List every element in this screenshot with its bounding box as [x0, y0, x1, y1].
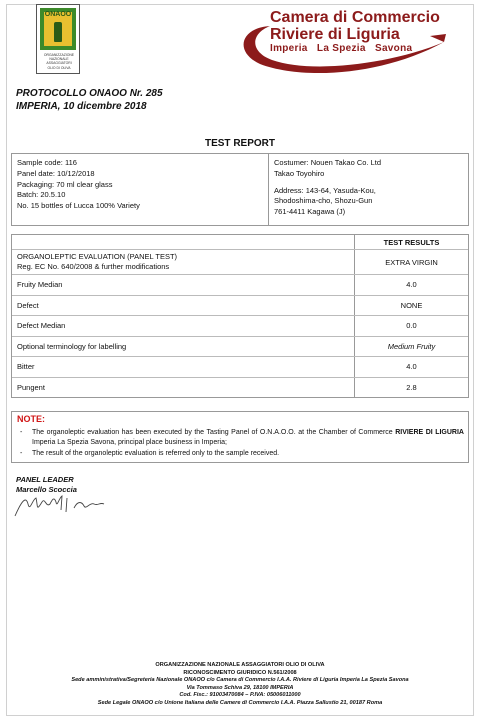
row-value: NONE	[400, 300, 423, 310]
evaluation-label: ORGANOLEPTIC EVALUATION (PANEL TEST)	[17, 252, 178, 261]
classification-value: EXTRA VIRGIN	[385, 257, 438, 267]
row-label: Defect Median	[12, 316, 355, 336]
row-value: 4.0	[406, 362, 417, 372]
footer	[0, 662, 480, 708]
customer-details: Costumer: Nouen Takao Co. Ltd Takao Toyohiro Address: 143-64, Yasuda-Kou, Shodoshima-cho, Shozu-Gun 761-4411 Kagawa (J)	[274, 158, 382, 217]
onaoo-emblem	[40, 8, 76, 50]
chamber-name: Camera di Commercio Riviere di Liguria	[270, 9, 440, 43]
onaoo-logo-caption: ORGANIZZAZIONE NAZIONALE ASSAGGIATORI OLIO DI OLIVA	[43, 53, 75, 70]
row-value: 0.0	[406, 321, 417, 331]
address-line: 761-4411 Kagawa (J)	[274, 207, 346, 217]
protocol-block	[16, 87, 163, 113]
footer-legal-seat: Sede Legale ONAOO c/o Unione Italiana delle Camere di Commercio I.A.A. Piazza Sallustio 21, 00187 Roma	[97, 699, 383, 706]
address-line: 143-64, Yasuda-Kou,	[305, 185, 376, 195]
test-results-table	[11, 234, 469, 398]
row-label: Pungent	[12, 378, 355, 398]
table-row	[12, 357, 468, 378]
batch: 20.5.10	[40, 190, 66, 200]
chamber-cities: Imperia La Spezia Savona	[270, 43, 413, 54]
protocol-place-date: IMPERIA, 10 dicembre 2018	[16, 101, 147, 112]
customer-contact: Takao Toyohiro	[274, 168, 325, 178]
row-value: Medium Fruity	[387, 341, 436, 351]
test-results-header: TEST RESULTS	[383, 237, 440, 247]
panel-leader-title: PANEL LEADER	[16, 475, 74, 484]
footer-recognition: RICONOSCIMENTO GIURIDICO N.561/2008	[183, 669, 297, 676]
footer-address: Sede amministrativa/Segreteria Nazionale ONAOO c/o Camera di Commercio I.A.A. Riviere di Liguria Imperia La Spezia Savona	[71, 677, 409, 684]
note-box	[11, 411, 469, 463]
customer-name: Nouen Takao Co. Ltd	[310, 158, 382, 167]
note-title: NOTE:	[17, 414, 45, 424]
protocol-number: PROTOCOLLO ONAOO Nr. 285	[16, 88, 163, 99]
address-line: Shodoshima-cho, Shozu-Gun	[274, 196, 373, 206]
signature	[12, 490, 107, 520]
regulation-label: Reg. EC No. 640/2008 & further modifications	[17, 262, 170, 271]
footer-street: Via Tommaso Schiva 29, 18100 IMPERIA	[186, 684, 294, 691]
table-row	[12, 296, 468, 317]
table-row	[12, 337, 468, 358]
panel-leader-name: Marcello Scoccia	[16, 485, 77, 494]
row-value: 2.8	[406, 382, 417, 392]
packaging: 70 ml clear glass	[56, 179, 113, 189]
table-header-row	[12, 235, 468, 250]
footer-tax-codes: Cod. Fisc.: 91003470084 – P.IVA: 05006011000	[179, 692, 301, 699]
footer-org-name: ORGANIZZAZIONE NAZIONALE ASSAGGIATORI OLIO DI OLIVA	[155, 662, 325, 668]
row-label: Defect	[12, 296, 355, 316]
sample-info-box	[11, 153, 469, 226]
sample-details: Sample code: 116 Panel date: 10/12/2018 Packaging: 70 ml clear glass Batch: 20.5.10 No. 15 bottles of Lucca 100% Variety	[17, 158, 140, 211]
sample-code: 116	[64, 158, 77, 167]
row-label: Optional terminology for labelling	[12, 337, 355, 357]
sample-description: No. 15 bottles of Lucca 100% Variety	[17, 201, 140, 211]
note-item: - The result of the organoleptic evaluation is referred only to the sample received.	[20, 450, 280, 457]
olive-oil-bottle-icon	[54, 22, 62, 42]
onaoo-logo-text: ONAOO	[44, 11, 72, 18]
table-row	[12, 316, 468, 337]
onaoo-logo	[36, 4, 80, 74]
table-row	[12, 378, 468, 398]
report-title: TEST REPORT	[204, 138, 275, 149]
table-row	[12, 250, 468, 275]
row-value: 4.0	[406, 280, 417, 290]
note-item: - The organoleptic evaluation has been executed by the Tasting Panel of O.N.A.O.O. at the Chamber of Commerce RIVIERE DI LIGURIA Imperia La Spezia Savona, principal place business in Imperia;	[20, 429, 464, 446]
row-label: Bitter	[12, 357, 355, 377]
row-label: Fruity Median	[12, 275, 355, 295]
panel-date: 10/12/2018	[57, 168, 95, 178]
table-row	[12, 275, 468, 296]
